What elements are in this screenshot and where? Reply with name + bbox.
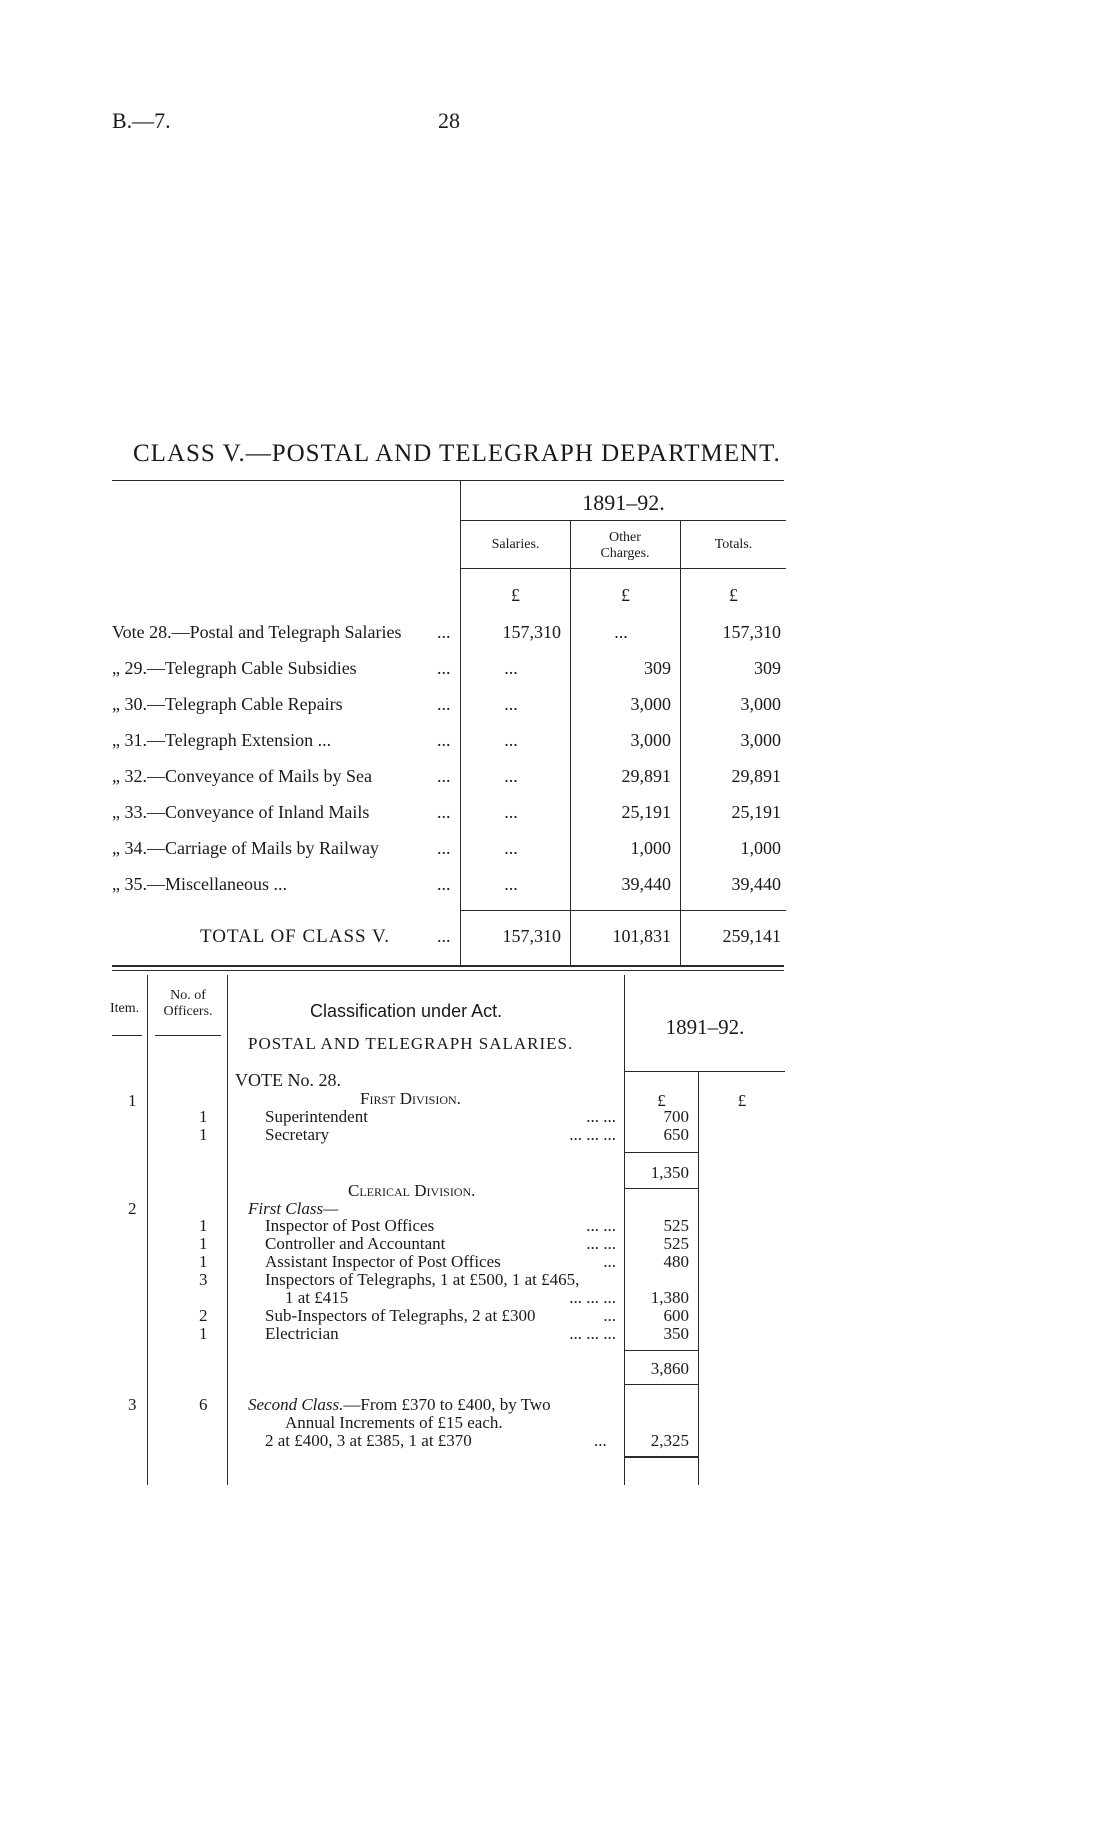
- currency-totals: £: [729, 585, 738, 605]
- vote-label: „ 31.—Telegraph Extension ...: [112, 730, 332, 750]
- class-title: CLASS V.—POSTAL AND TELEGRAPH DEPARTMENT.: [133, 440, 781, 467]
- clerical-division-subtotal: 3,860: [650, 1359, 689, 1378]
- first-class-label: First Class—: [248, 1199, 339, 1218]
- line-text: Sub-Inspectors of Telegraphs, 2 at £300: [265, 1306, 536, 1325]
- totals-value: 3,000: [740, 694, 781, 714]
- row-dots: ...: [437, 622, 451, 642]
- total-dots: ...: [437, 926, 451, 946]
- salaries-value: ...: [504, 802, 518, 822]
- row-dots: ...: [437, 838, 451, 858]
- totals-value: 39,440: [731, 874, 781, 894]
- col-officers-header: No. of Officers.: [163, 988, 213, 1019]
- vote-label: „ 29.—Telegraph Cable Subsidies: [112, 658, 357, 678]
- line-amount: 650: [663, 1125, 689, 1144]
- page-number: 28: [438, 108, 460, 133]
- document-id: B.—7.: [112, 108, 171, 133]
- total-other: 101,831: [612, 926, 671, 946]
- other-charges-value: 39,440: [621, 874, 671, 894]
- salaries-value: ...: [504, 766, 518, 786]
- col-year-header: 1891–92.: [665, 1015, 745, 1039]
- officer-count: 1: [199, 1125, 208, 1144]
- line-text: Inspectors of Telegraphs, 1 at £500, 1 at £465,: [265, 1270, 580, 1289]
- summary-year: 1891–92.: [582, 490, 665, 515]
- line-dots: ... ...: [586, 1107, 616, 1126]
- vote-label: VOTE No. 28.: [235, 1070, 341, 1090]
- other-charges-value: 29,891: [621, 766, 671, 786]
- second-class-label: Second Class.: [248, 1395, 344, 1414]
- salaries-value: ...: [504, 838, 518, 858]
- officer-count: 1: [199, 1107, 208, 1126]
- row-dots: ...: [437, 730, 451, 750]
- totals-value: 25,191: [731, 802, 781, 822]
- vote-label: „ 32.—Conveyance of Mails by Sea: [112, 766, 372, 786]
- other-charges-value: 3,000: [630, 694, 671, 714]
- other-charges-value: 3,000: [630, 730, 671, 750]
- col-salaries-header: Salaries.: [491, 537, 540, 552]
- clerical-division-heading: Clerical Division.: [348, 1181, 476, 1200]
- line-text: Superintendent: [265, 1107, 368, 1126]
- line-dots: ...: [603, 1306, 616, 1325]
- line-dots: ... ...: [586, 1234, 616, 1253]
- total-totals: 259,141: [722, 926, 781, 946]
- row-dots: ...: [437, 874, 451, 894]
- vote-label: „ 33.—Conveyance of Inland Mails: [112, 802, 370, 822]
- salaries-value: ...: [504, 730, 518, 750]
- line-amount: 480: [663, 1252, 689, 1271]
- salaries-value: ...: [504, 874, 518, 894]
- officer-count: 1: [199, 1324, 208, 1343]
- currency-salaries: £: [511, 585, 520, 605]
- officer-count: 1: [199, 1234, 208, 1253]
- line-amount: 1,380: [650, 1288, 689, 1307]
- row-dots: ...: [437, 694, 451, 714]
- officer-count: 1: [199, 1252, 208, 1271]
- second-class-dots: ...: [594, 1431, 607, 1450]
- col-totals-header: Totals.: [714, 537, 753, 552]
- total-salaries: 157,310: [502, 926, 561, 946]
- col-classification-header: Classification under Act.: [310, 1001, 503, 1021]
- line-amount: 600: [663, 1306, 689, 1325]
- salaries-value: 157,310: [502, 622, 561, 642]
- row-dots: ...: [437, 766, 451, 786]
- line-dots: ... ... ...: [569, 1125, 616, 1144]
- second-class-text1: —From £370 to £400, by Two: [343, 1395, 551, 1414]
- vote-label: „ 30.—Telegraph Cable Repairs: [112, 694, 343, 714]
- salaries-value: ...: [504, 658, 518, 678]
- vote-label: „ 34.—Carriage of Mails by Railway: [112, 838, 379, 858]
- line-text: Inspector of Post Offices: [265, 1216, 435, 1235]
- currency-other: £: [621, 585, 630, 605]
- line-amount: 700: [663, 1107, 689, 1126]
- line-text: 1 at £415: [285, 1288, 349, 1307]
- officer-count: 3: [199, 1270, 208, 1289]
- other-charges-value: ...: [614, 622, 628, 642]
- vote-label: „ 35.—Miscellaneous ...: [112, 874, 287, 894]
- totals-value: 29,891: [731, 766, 781, 786]
- line-dots: ... ... ...: [569, 1324, 616, 1343]
- officer-count: 1: [199, 1216, 208, 1235]
- line-amount: 350: [663, 1324, 689, 1343]
- line-text: Electrician: [265, 1324, 339, 1343]
- col-item-header: Item.: [110, 1001, 140, 1016]
- line-amount: 525: [663, 1234, 689, 1253]
- row-dots: ...: [437, 658, 451, 678]
- other-charges-value: 25,191: [621, 802, 671, 822]
- totals-value: 157,310: [722, 622, 781, 642]
- currency-col2: £: [737, 1091, 747, 1110]
- line-text: Controller and Accountant: [265, 1234, 446, 1253]
- second-class-amount: 2,325: [650, 1431, 689, 1450]
- vote-label: Vote 28.—Postal and Telegraph Salaries: [112, 622, 402, 642]
- first-division-heading: First Division.: [360, 1089, 461, 1108]
- officer-count: 2: [199, 1306, 208, 1325]
- other-charges-value: 1,000: [630, 838, 671, 858]
- line-dots: ... ...: [586, 1216, 616, 1235]
- row-dots: ...: [437, 802, 451, 822]
- total-label: TOTAL OF CLASS V.: [200, 926, 391, 947]
- second-class-text3: 2 at £400, 3 at £385, 1 at £370: [265, 1431, 472, 1450]
- line-text: Secretary: [265, 1125, 330, 1144]
- line-dots: ...: [603, 1252, 616, 1271]
- item-3: 3: [128, 1395, 137, 1414]
- item-1: 1: [128, 1091, 137, 1110]
- second-class-officers: 6: [199, 1395, 208, 1414]
- currency-col1: £: [657, 1091, 666, 1110]
- col-other-charges-header: Other Charges.: [600, 530, 650, 561]
- line-text: Assistant Inspector of Post Offices: [265, 1252, 501, 1271]
- section-title: POSTAL AND TELEGRAPH SALARIES.: [248, 1034, 574, 1053]
- second-class-text2: Annual Increments of £15 each.: [285, 1413, 503, 1432]
- line-dots: ... ... ...: [569, 1288, 616, 1307]
- line-amount: 525: [663, 1216, 689, 1235]
- totals-value: 3,000: [740, 730, 781, 750]
- salaries-value: ...: [504, 694, 518, 714]
- totals-value: 309: [754, 658, 781, 678]
- first-division-subtotal: 1,350: [650, 1163, 689, 1182]
- totals-value: 1,000: [740, 838, 781, 858]
- item-2: 2: [128, 1199, 137, 1218]
- other-charges-value: 309: [644, 658, 671, 678]
